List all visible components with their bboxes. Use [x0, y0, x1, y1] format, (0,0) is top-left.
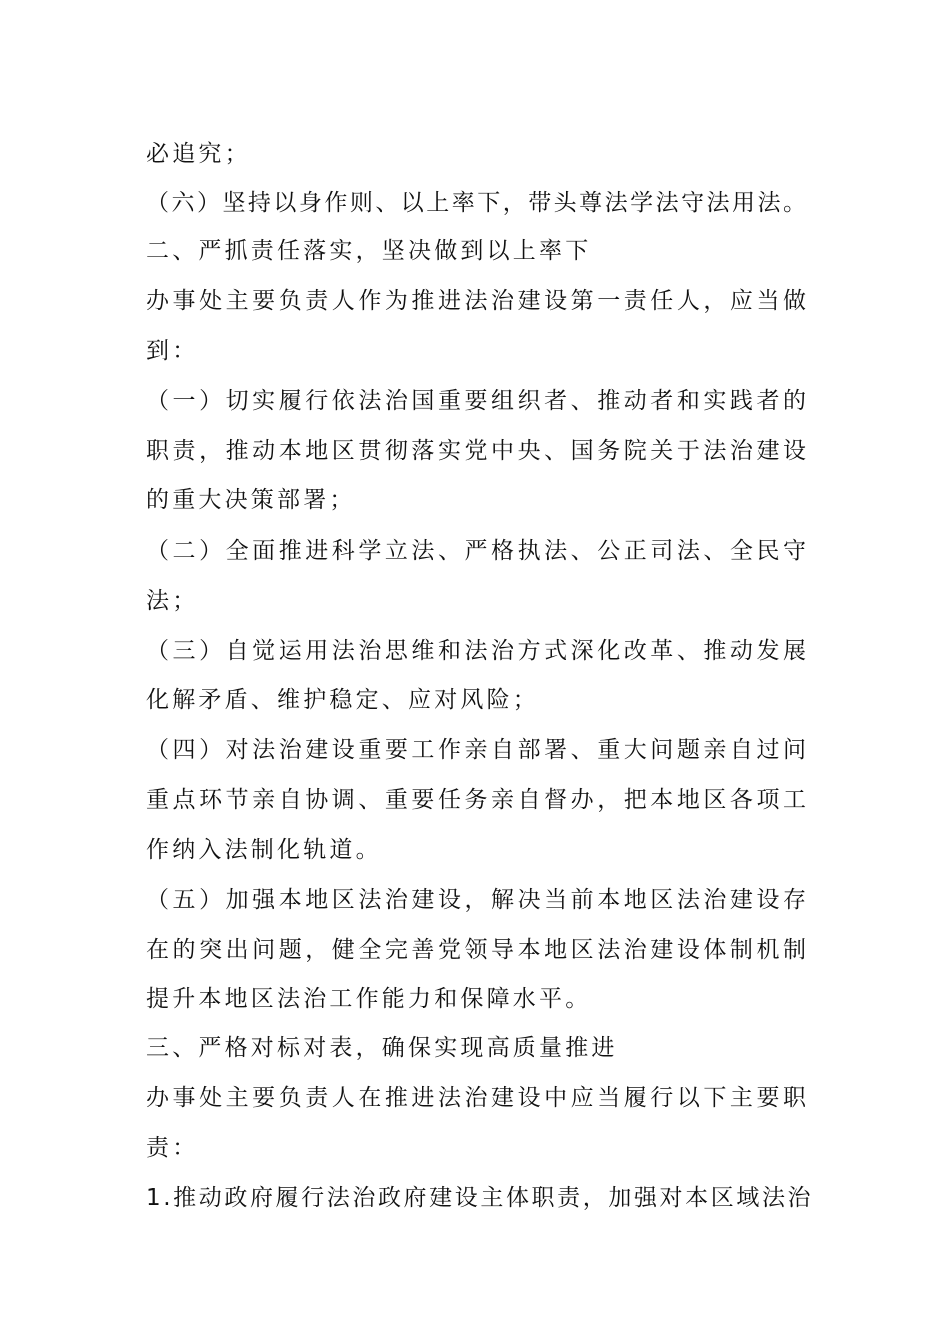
section-heading-2: 二、严抓责任落实，坚决做到以上率下: [146, 238, 592, 264]
text-line-20: 办事处主要负责人在推进法治建设中应当履行以下主要职: [146, 1085, 806, 1111]
text-line-1: 必追究；: [146, 141, 251, 167]
text-line-18: 提升本地区法治工作能力和保障水平。: [146, 986, 592, 1012]
text-line-15: 作纳入法制化轨道。: [146, 837, 382, 863]
text-line-12: 化解矛盾、维护稳定、应对风险；: [146, 687, 539, 713]
text-line-17: 在的突出问题，健全完善党领导本地区法治建设体制机制: [146, 937, 806, 963]
section-heading-3: 三、严格对标对表，确保实现高质量推进: [146, 1035, 618, 1061]
text-line-9: （二）全面推进科学立法、严格执法、公正司法、全民守: [146, 538, 806, 564]
text-line-14: 重点环节亲自协调、重要任务亲自督办，把本地区各项工: [146, 787, 806, 813]
text-line-22: 1.推动政府履行法治政府建设主体职责，加强对本区域法治: [146, 1185, 814, 1211]
text-line-16: （五）加强本地区法治建设，解决当前本地区法治建设存: [146, 887, 806, 913]
text-line-10: 法；: [146, 588, 199, 614]
text-line-13: （四）对法治建设重要工作亲自部署、重大问题亲自过问: [146, 737, 806, 763]
text-line-21: 责：: [146, 1135, 199, 1161]
text-line-2: （六）坚持以身作则、以上率下，带头尊法学法守法用法。: [146, 190, 806, 216]
text-line-5: 到：: [146, 338, 199, 364]
text-line-8: 的重大决策部署；: [146, 487, 356, 513]
text-line-7: 职责，推动本地区贯彻落实党中央、国务院关于法治建设: [146, 438, 806, 464]
text-line-11: （三）自觉运用法治思维和法治方式深化改革、推动发展: [146, 638, 806, 664]
text-line-4: 办事处主要负责人作为推进法治建设第一责任人，应当做: [146, 288, 806, 314]
text-line-6: （一）切实履行依法治国重要组织者、推动者和实践者的: [146, 388, 806, 414]
